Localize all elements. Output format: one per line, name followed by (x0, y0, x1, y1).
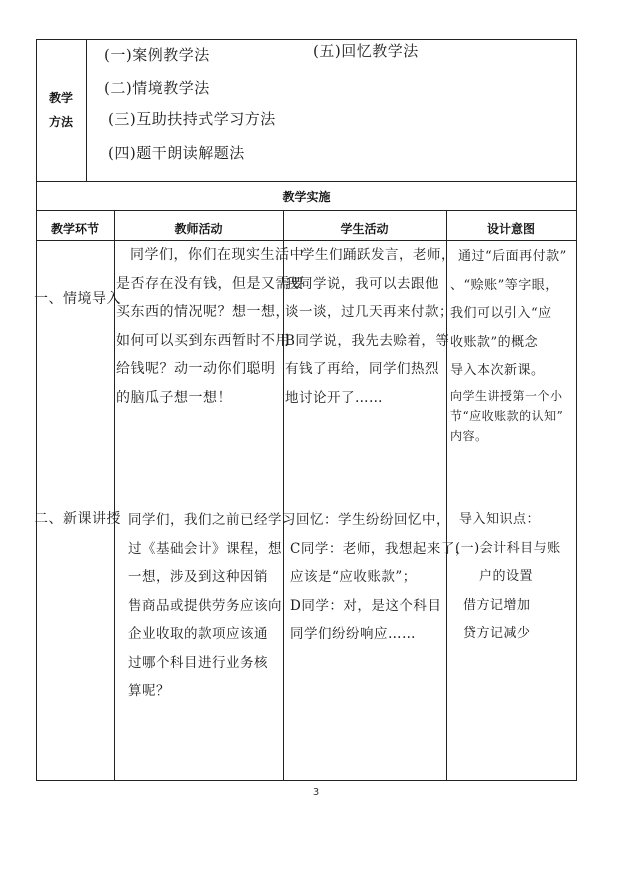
row1-intent-line: 我们可以引入“应 (450, 306, 552, 321)
table-top-border (36, 39, 577, 40)
row1-stage: 一、情境导入 (34, 291, 121, 307)
row1-intent-line: 收账款”的概念 (450, 334, 539, 350)
method-item-2: (二)情境教学法 (104, 79, 210, 97)
row2-student-activity (290, 506, 469, 649)
row1-teacher-line: 给钱呢？动一动你们聪明 (116, 361, 276, 377)
teaching-methods-label-line2: 方法 (48, 115, 73, 129)
row2-teacher-activity (118, 506, 296, 706)
section-title: 教学实施 (282, 190, 331, 204)
method-item-5: (五)回忆教学法 (313, 42, 419, 60)
row1-teacher-activity (116, 241, 305, 412)
column-header-stage: 教学环节 (50, 222, 99, 236)
row2-stage: 二、新课讲授 (34, 511, 121, 527)
methods-bottom-border (36, 181, 577, 182)
row2-intent-line: 户的设置 (479, 569, 534, 584)
row1-student-line: 我同学说，我可以去跟他 (285, 275, 439, 292)
row2-teacher-line: 过哪个科目进行业务核 (128, 654, 268, 671)
table-bottom-border (36, 780, 577, 781)
row2-intent-line: (一)会计科目与账 (455, 540, 561, 556)
row1-intent-line: 节“应收账款的认知” (450, 408, 564, 423)
row2-student-line: 应该是“应收账款”； (290, 569, 417, 585)
row1-student-line: 学生们踊跃发言，老师， (301, 247, 455, 263)
row2-student-line: D同学：对，是这个科目 (290, 597, 442, 614)
method-item-1: (一)案例教学法 (104, 46, 210, 64)
method-item-4: (四)题干朗读解题法 (108, 144, 245, 162)
column-header-teacher: 教师活动 (174, 222, 223, 236)
row2-teacher-line: 同学们，我们之前已经学习 (128, 512, 296, 528)
row1-student-activity (285, 241, 455, 412)
row2-teacher-line: 企业收取的款项应该通 (128, 626, 268, 642)
row1-intent-line: 向学生讲授第一个小 (450, 388, 563, 403)
column-header-intent: 设计意图 (486, 222, 535, 236)
row1-teacher-line: 的脑瓜子想一想！ (116, 389, 232, 406)
table-left-border (36, 39, 37, 781)
row1-teacher-line: 是否存在没有钱，但是又需要 (116, 275, 305, 292)
section-title-bottom-border (36, 210, 577, 211)
row1-intent-line: 、“赊账”等字眼， (450, 277, 559, 293)
row1-student-line: B同学说，我先去赊着，等 (285, 332, 450, 349)
teaching-methods-label (36, 86, 86, 134)
row1-teacher-line: 买东西的情况呢？想一想， (116, 304, 290, 320)
row2-teacher-line: 售商品或提供劳务应该向 (128, 597, 282, 614)
row1-student-line: 地讨论开了…… (285, 389, 383, 406)
methods-label-divider (86, 39, 87, 181)
row1-intent-line: 内容。 (450, 428, 488, 443)
table-right-border (576, 39, 577, 781)
column-header-student: 学生活动 (340, 222, 389, 236)
row1-student-line: 有钱了再给，同学们热烈 (285, 361, 439, 377)
row1-teacher-line: 如何可以买到东西暂时不用 (116, 332, 290, 349)
row2-student-line: 同学们纷纷响应…… (290, 626, 416, 642)
row1-design-intent (450, 243, 567, 446)
row2-intent-line: 借方记增加 (463, 597, 531, 613)
teaching-methods-label-line1: 教学 (48, 91, 73, 105)
row2-intent-line: 导入知识点： (459, 512, 541, 527)
method-item-3: (三)互助扶持式学习方法 (108, 110, 276, 128)
row2-student-line: 回忆：学生纷纷回忆中， (296, 512, 450, 528)
row1-student-line: 谈一谈，过几天再来付款； (285, 304, 453, 320)
row2-intent-line: 贷方记减少 (463, 626, 531, 641)
row1-intent-line: 导入本次新课。 (450, 363, 545, 378)
page-number: 3 (312, 787, 320, 798)
row2-teacher-line: 过《基础会计》课程，想 (128, 540, 282, 557)
row2-teacher-line: 算呢？ (128, 683, 170, 699)
row2-student-line: C同学：老师，我想起来了， (290, 540, 469, 557)
row2-design-intent (455, 506, 561, 649)
row1-intent-line: 通过“后面再付款” (458, 249, 567, 264)
row1-teacher-line: 同学们，你们在现实生活中 (130, 247, 304, 263)
row2-teacher-line: 一想，涉及到这种因销 (128, 569, 268, 585)
